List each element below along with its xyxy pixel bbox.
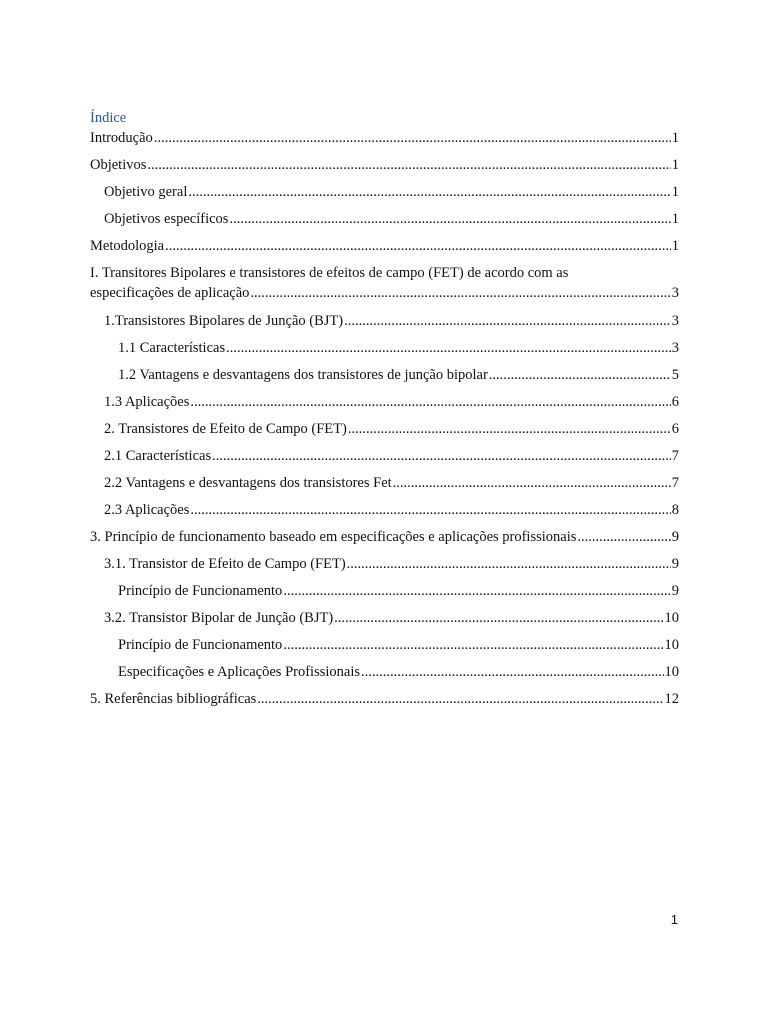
toc-entry-page: 10	[664, 610, 679, 626]
toc-entry-text: 1.3 Aplicações	[104, 394, 190, 410]
dot-leader	[361, 663, 664, 681]
dot-leader	[188, 183, 670, 201]
toc-entry-text: 2.1 Características	[104, 448, 212, 464]
dot-leader	[283, 582, 670, 600]
toc-entry-text-line2: especificações de aplicação	[90, 285, 250, 301]
toc-entry-3-principio[interactable]	[90, 528, 679, 546]
toc-entry-page: 9	[671, 529, 679, 545]
toc-entry-page: 1	[671, 211, 679, 227]
toc-entry-page: 12	[664, 691, 679, 707]
toc-entry-text: Introdução	[90, 130, 153, 146]
dot-leader	[226, 339, 671, 357]
dot-leader	[283, 636, 663, 654]
dot-leader	[489, 366, 671, 384]
toc-entry-text-line1: I. Transitores Bipolares e transistores de efeitos de campo (FET) de acordo com as	[90, 265, 569, 281]
toc-entry-page: 5	[671, 367, 679, 383]
toc-entry-2-2-vantagens[interactable]	[104, 474, 679, 492]
toc-entry-text: 1.Transistores Bipolares de Junção (BJT)	[104, 313, 344, 329]
dot-leader	[334, 609, 663, 627]
toc-entry-text: 2.3 Aplicações	[104, 502, 190, 518]
toc-entry-text: Objetivo geral	[104, 184, 188, 200]
dot-leader	[393, 474, 671, 492]
dot-leader	[577, 528, 670, 546]
toc-entry-text: 2.2 Vantagens e desvantagens dos transistores Fet	[104, 475, 392, 491]
toc-entry-page: 3	[671, 285, 679, 301]
toc-entry-page: 10	[664, 664, 679, 680]
toc-entry-page: 1	[671, 238, 679, 254]
toc-entry-text: 3.2. Transistor Bipolar de Junção (BJT)	[104, 610, 334, 626]
toc-entry-page: 1	[671, 184, 679, 200]
toc-entry-text: 3. Princípio de funcionamento baseado em especificações e aplicações profissionais	[90, 529, 577, 545]
dot-leader	[229, 210, 670, 228]
dot-leader	[250, 284, 670, 302]
toc-entry-introducao[interactable]	[90, 129, 679, 147]
toc-entry-3-1-fet[interactable]	[104, 555, 679, 573]
toc-entry-objetivo-geral[interactable]	[104, 183, 679, 201]
toc-entry-1-3-aplicacoes[interactable]	[104, 393, 679, 411]
toc-entry-page: 8	[671, 502, 679, 518]
toc-heading: Índice	[90, 110, 127, 126]
toc-entry-metodologia[interactable]	[90, 237, 679, 255]
toc-entry-text: 5. Referências bibliográficas	[90, 691, 257, 707]
toc-entry-page: 1	[671, 157, 679, 173]
dot-leader	[154, 129, 671, 147]
toc-entry-page: 7	[671, 448, 679, 464]
toc-entry-2-fet[interactable]	[104, 420, 679, 438]
toc-entry-page: 1	[671, 130, 679, 146]
dot-leader	[348, 420, 671, 438]
toc-entry-2-1-caracteristicas[interactable]	[104, 447, 679, 465]
dot-leader	[347, 555, 671, 573]
dot-leader	[190, 501, 670, 519]
dot-leader	[212, 447, 671, 465]
toc-entry-page: 6	[671, 421, 679, 437]
toc-entry-1-1-caracteristicas[interactable]	[118, 339, 679, 357]
toc-entry-text: Objetivos específicos	[104, 211, 229, 227]
toc-entry-page: 6	[671, 394, 679, 410]
toc-entry-text: 3.1. Transistor de Efeito de Campo (FET)	[104, 556, 346, 572]
toc-entry-1-2-vantagens[interactable]	[118, 366, 679, 384]
toc-entry-text: Metodologia	[90, 238, 165, 254]
toc-entry-text: 1.1 Características	[118, 340, 226, 356]
page-number: 1	[670, 912, 678, 927]
toc-entry-text: 2. Transistores de Efeito de Campo (FET)	[104, 421, 347, 437]
toc-entry-text: Princípio de Funcionamento	[118, 583, 283, 599]
dot-leader	[257, 690, 663, 708]
dot-leader	[344, 312, 671, 330]
toc-entry-principio-funcionamento-bjt[interactable]	[118, 636, 679, 654]
toc-entry-page: 9	[671, 556, 679, 572]
toc-entry-page: 9	[671, 583, 679, 599]
toc-entry-page: 7	[671, 475, 679, 491]
toc-entry-text: Objetivos	[90, 157, 147, 173]
toc-entry-objetivos[interactable]	[90, 156, 679, 174]
toc-entry-transitores-bipolares[interactable]	[90, 264, 679, 302]
toc-entry-page: 10	[664, 637, 679, 653]
toc-entry-objetivos-especificos[interactable]	[104, 210, 679, 228]
dot-leader	[190, 393, 670, 411]
toc-entry-2-3-aplicacoes[interactable]	[104, 501, 679, 519]
toc-entry-especificacoes-aplicacoes[interactable]	[118, 663, 679, 681]
dot-leader	[147, 156, 670, 174]
toc-entry-page: 3	[671, 340, 679, 356]
toc-entry-text: 1.2 Vantagens e desvantagens dos transistores de junção bipolar	[118, 367, 488, 383]
dot-leader	[165, 237, 671, 255]
toc-entry-text: Princípio de Funcionamento	[118, 637, 283, 653]
toc-entry-principio-funcionamento-fet[interactable]	[118, 582, 679, 600]
toc-entry-3-2-bjt[interactable]	[104, 609, 679, 627]
toc-entry-referencias[interactable]	[90, 690, 679, 708]
toc-entry-page: 3	[671, 313, 679, 329]
toc-entry-text: Especificações e Aplicações Profissionais	[118, 664, 360, 680]
toc-entry-bjt[interactable]	[104, 312, 679, 330]
